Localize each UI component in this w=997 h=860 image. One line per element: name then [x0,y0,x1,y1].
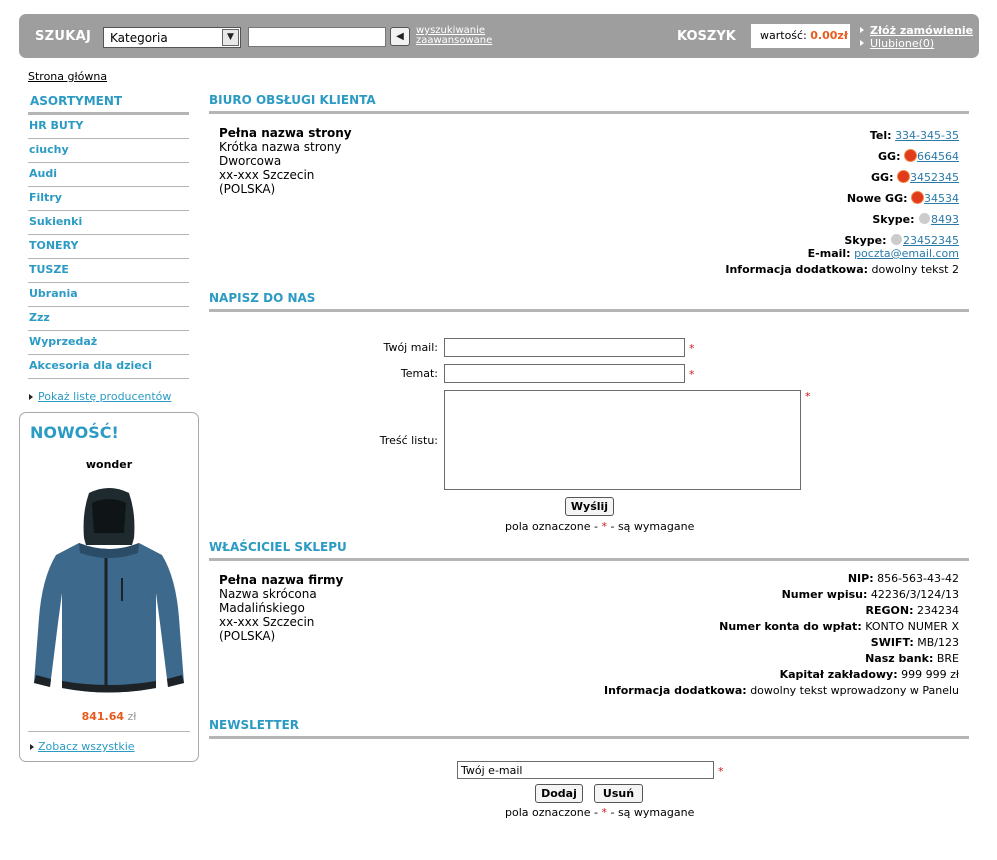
contact-skype [725,209,959,230]
send-button[interactable]: Wyślij [565,497,614,516]
required-note-star: * [601,520,607,533]
subject-label: Temat: [400,367,438,380]
contact-extra [725,262,959,278]
new-product-box [19,412,199,762]
skype-icon [919,213,930,224]
contact-tel-link[interactable]: 334-345-35 [895,129,959,142]
contact-label: E-mail: [807,247,851,260]
detail-label: Informacja dodatkowa: [604,684,747,697]
gg-icon [898,171,909,182]
sidebar-item-ciuchy[interactable]: ciuchy [28,139,189,163]
product-price-value: 841.64 [81,710,125,723]
search-go-button[interactable] [390,27,410,46]
contact-label: Skype: [872,213,915,226]
newsletter-email-value: Twój e-mail [461,764,523,777]
owner-address-line: (POLSKA) [219,629,276,643]
sidebar-title: ASORTYMENT [28,92,189,115]
product-price [20,710,198,723]
mail-label: Twój mail: [383,341,438,354]
contact-tel [725,125,959,146]
owner-details [604,571,959,699]
newsletter-email-input[interactable] [457,761,714,779]
mail-input[interactable] [444,338,685,357]
detail-value: dowolny tekst wprowadzony w Panelu [750,684,959,697]
required-note [505,520,694,533]
contact-gg-link[interactable]: 664564 [917,150,959,163]
contact-form-title: NAPISZ DO NAS [209,291,969,312]
detail-label: Numer konta do wpłat: [719,620,862,633]
required-note-suffix: - są wymagane [610,806,695,819]
detail-label: Numer wpisu: [781,588,868,601]
sidebar-item-zzz[interactable]: Zzz [28,307,189,331]
sidebar-item-sukienki[interactable]: Sukienki [28,211,189,235]
owner-detail-row [604,571,959,587]
owner-detail-row [604,635,959,651]
required-marker: * [689,342,695,355]
advanced-search-line1: wyszukiwanie [416,25,486,36]
detail-value: KONTO NUMER X [865,620,959,633]
cart-links [859,24,973,50]
service-contacts [725,125,959,278]
sidebar-item-tonery[interactable]: TONERY [28,235,189,259]
remove-button[interactable]: Usuń [594,784,643,803]
owner-address-line: Madalińskiego [219,601,305,615]
contact-email [725,246,959,262]
detail-label: REGON: [865,604,914,617]
owner-address-line: xx-xxx Szczecin [219,615,315,629]
contact-label: GG: [878,150,901,163]
place-order-link[interactable]: Złóż zamówienie [870,24,974,37]
search-input[interactable] [248,27,386,47]
contact-skype-link[interactable]: 23452345 [903,234,959,247]
breadcrumb-home[interactable]: Strona główna [28,70,108,83]
customer-service-title: BIURO OBSŁUGI KLIENTA [209,93,969,114]
required-marker: * [805,390,811,403]
sidebar-item-hr-buty[interactable]: HR BUTY [28,115,189,139]
owner-address-line: Pełna nazwa firmy [219,573,344,587]
contact-gg [725,167,959,188]
new-product-title: NOWOŚĆ! [30,423,119,442]
subject-input[interactable] [444,364,685,383]
sidebar-item-wyprzedaz[interactable]: Wyprzedaż [28,331,189,355]
sidebar-item-akcesoria[interactable]: Akcesoria dla dzieci [28,355,189,379]
service-address-line: Pełna nazwa strony [219,126,352,140]
required-note-suffix: - są wymagane [610,520,695,533]
owner-detail-row [604,587,959,603]
detail-value: 234234 [917,604,959,617]
service-address-line: xx-xxx Szczecin [219,168,315,182]
required-note-star: * [601,806,607,819]
required-note-prefix: pola oznaczone - [505,520,598,533]
owner-title: WŁAŚCICIEL SKLEPU [209,540,969,561]
body-textarea[interactable] [444,390,801,490]
contact-gg-link[interactable]: 3452345 [910,171,959,184]
detail-value: 42236/3/124/13 [870,588,959,601]
body-label: Treść listu: [379,434,438,447]
owner-address-line: Nazwa skrócona [219,587,317,601]
detail-value: MB/123 [917,636,959,649]
sidebar-item-tusze[interactable]: TUSZE [28,259,189,283]
contact-email-link[interactable]: poczta@email.com [854,247,959,260]
product-price-currency: zł [127,710,137,723]
search-label: SZUKAJ [35,29,92,44]
owner-detail-row [604,667,959,683]
contact-label: Tel: [869,129,892,142]
product-name[interactable]: wonder [85,458,133,471]
detail-label: Nasz bank: [865,652,934,665]
required-marker: * [689,368,695,381]
contact-label: Nowe GG: [846,192,908,205]
detail-value: BRE [936,652,959,665]
newsletter-required-note [505,806,694,819]
service-address-line: (POLSKA) [219,182,276,196]
contact-extra-value: dowolny tekst 2 [871,263,959,276]
service-address-line: Krótka nazwa strony [219,140,342,154]
chevron-down-icon: ▼ [222,29,239,46]
see-all-item [29,740,135,753]
newsletter-title: NEWSLETTER [209,718,969,739]
sidebar-item-filtry[interactable]: Filtry [28,187,189,211]
see-all-link[interactable]: Zobacz wszystkie [38,740,135,753]
add-button[interactable]: Dodaj [535,784,583,803]
skype-icon [891,234,902,245]
owner-detail-row [604,619,959,635]
detail-value: 999 999 zł [901,668,959,681]
cart-value-label: wartość: [760,29,807,42]
sidebar [28,92,189,403]
contact-gg [725,146,959,167]
contact-label: GG: [871,171,894,184]
contact-gg-link[interactable]: 34534 [924,192,959,205]
cart-value-box [751,24,850,48]
detail-label: NIP: [847,572,874,585]
required-note-prefix: pola oznaczone - [505,806,598,819]
detail-label: SWIFT: [870,636,914,649]
required-marker: * [718,765,724,778]
contact-skype-link[interactable]: 8493 [931,213,959,226]
gg-icon [905,150,916,161]
advanced-search-link[interactable] [416,26,492,46]
advanced-search-line2: zaawansowane [416,35,493,46]
contact-label: Informacja dodatkowa: [725,263,869,276]
contact-new-gg [725,188,959,209]
contact-label: Skype: [844,234,887,247]
divider [28,731,190,732]
detail-value: 856-563-43-42 [877,572,959,585]
arrow-left-icon: ◀ [396,31,404,42]
owner-detail-row [604,651,959,667]
producers-list-item [28,390,189,403]
owner-detail-row [604,683,959,699]
sidebar-item-ubrania[interactable]: Ubrania [28,283,189,307]
cart-label: KOSZYK [677,29,736,44]
category-select-value: Kategoria [110,31,168,45]
top-bar [19,14,979,58]
category-select[interactable] [103,27,241,48]
producers-list-link[interactable]: Pokaż listę producentów [38,390,172,403]
owner-address [219,573,343,643]
detail-label: Kapitał zakładowy: [779,668,898,681]
sidebar-item-audi[interactable]: Audi [28,163,189,187]
product-image[interactable] [34,483,184,705]
service-address [219,126,352,196]
gg-icon [912,192,923,203]
cart-value: 0.00zł [810,29,848,42]
favorites-link[interactable]: Ulubione(0) [870,37,935,50]
service-address-line: Dworcowa [219,154,282,168]
owner-detail-row [604,603,959,619]
